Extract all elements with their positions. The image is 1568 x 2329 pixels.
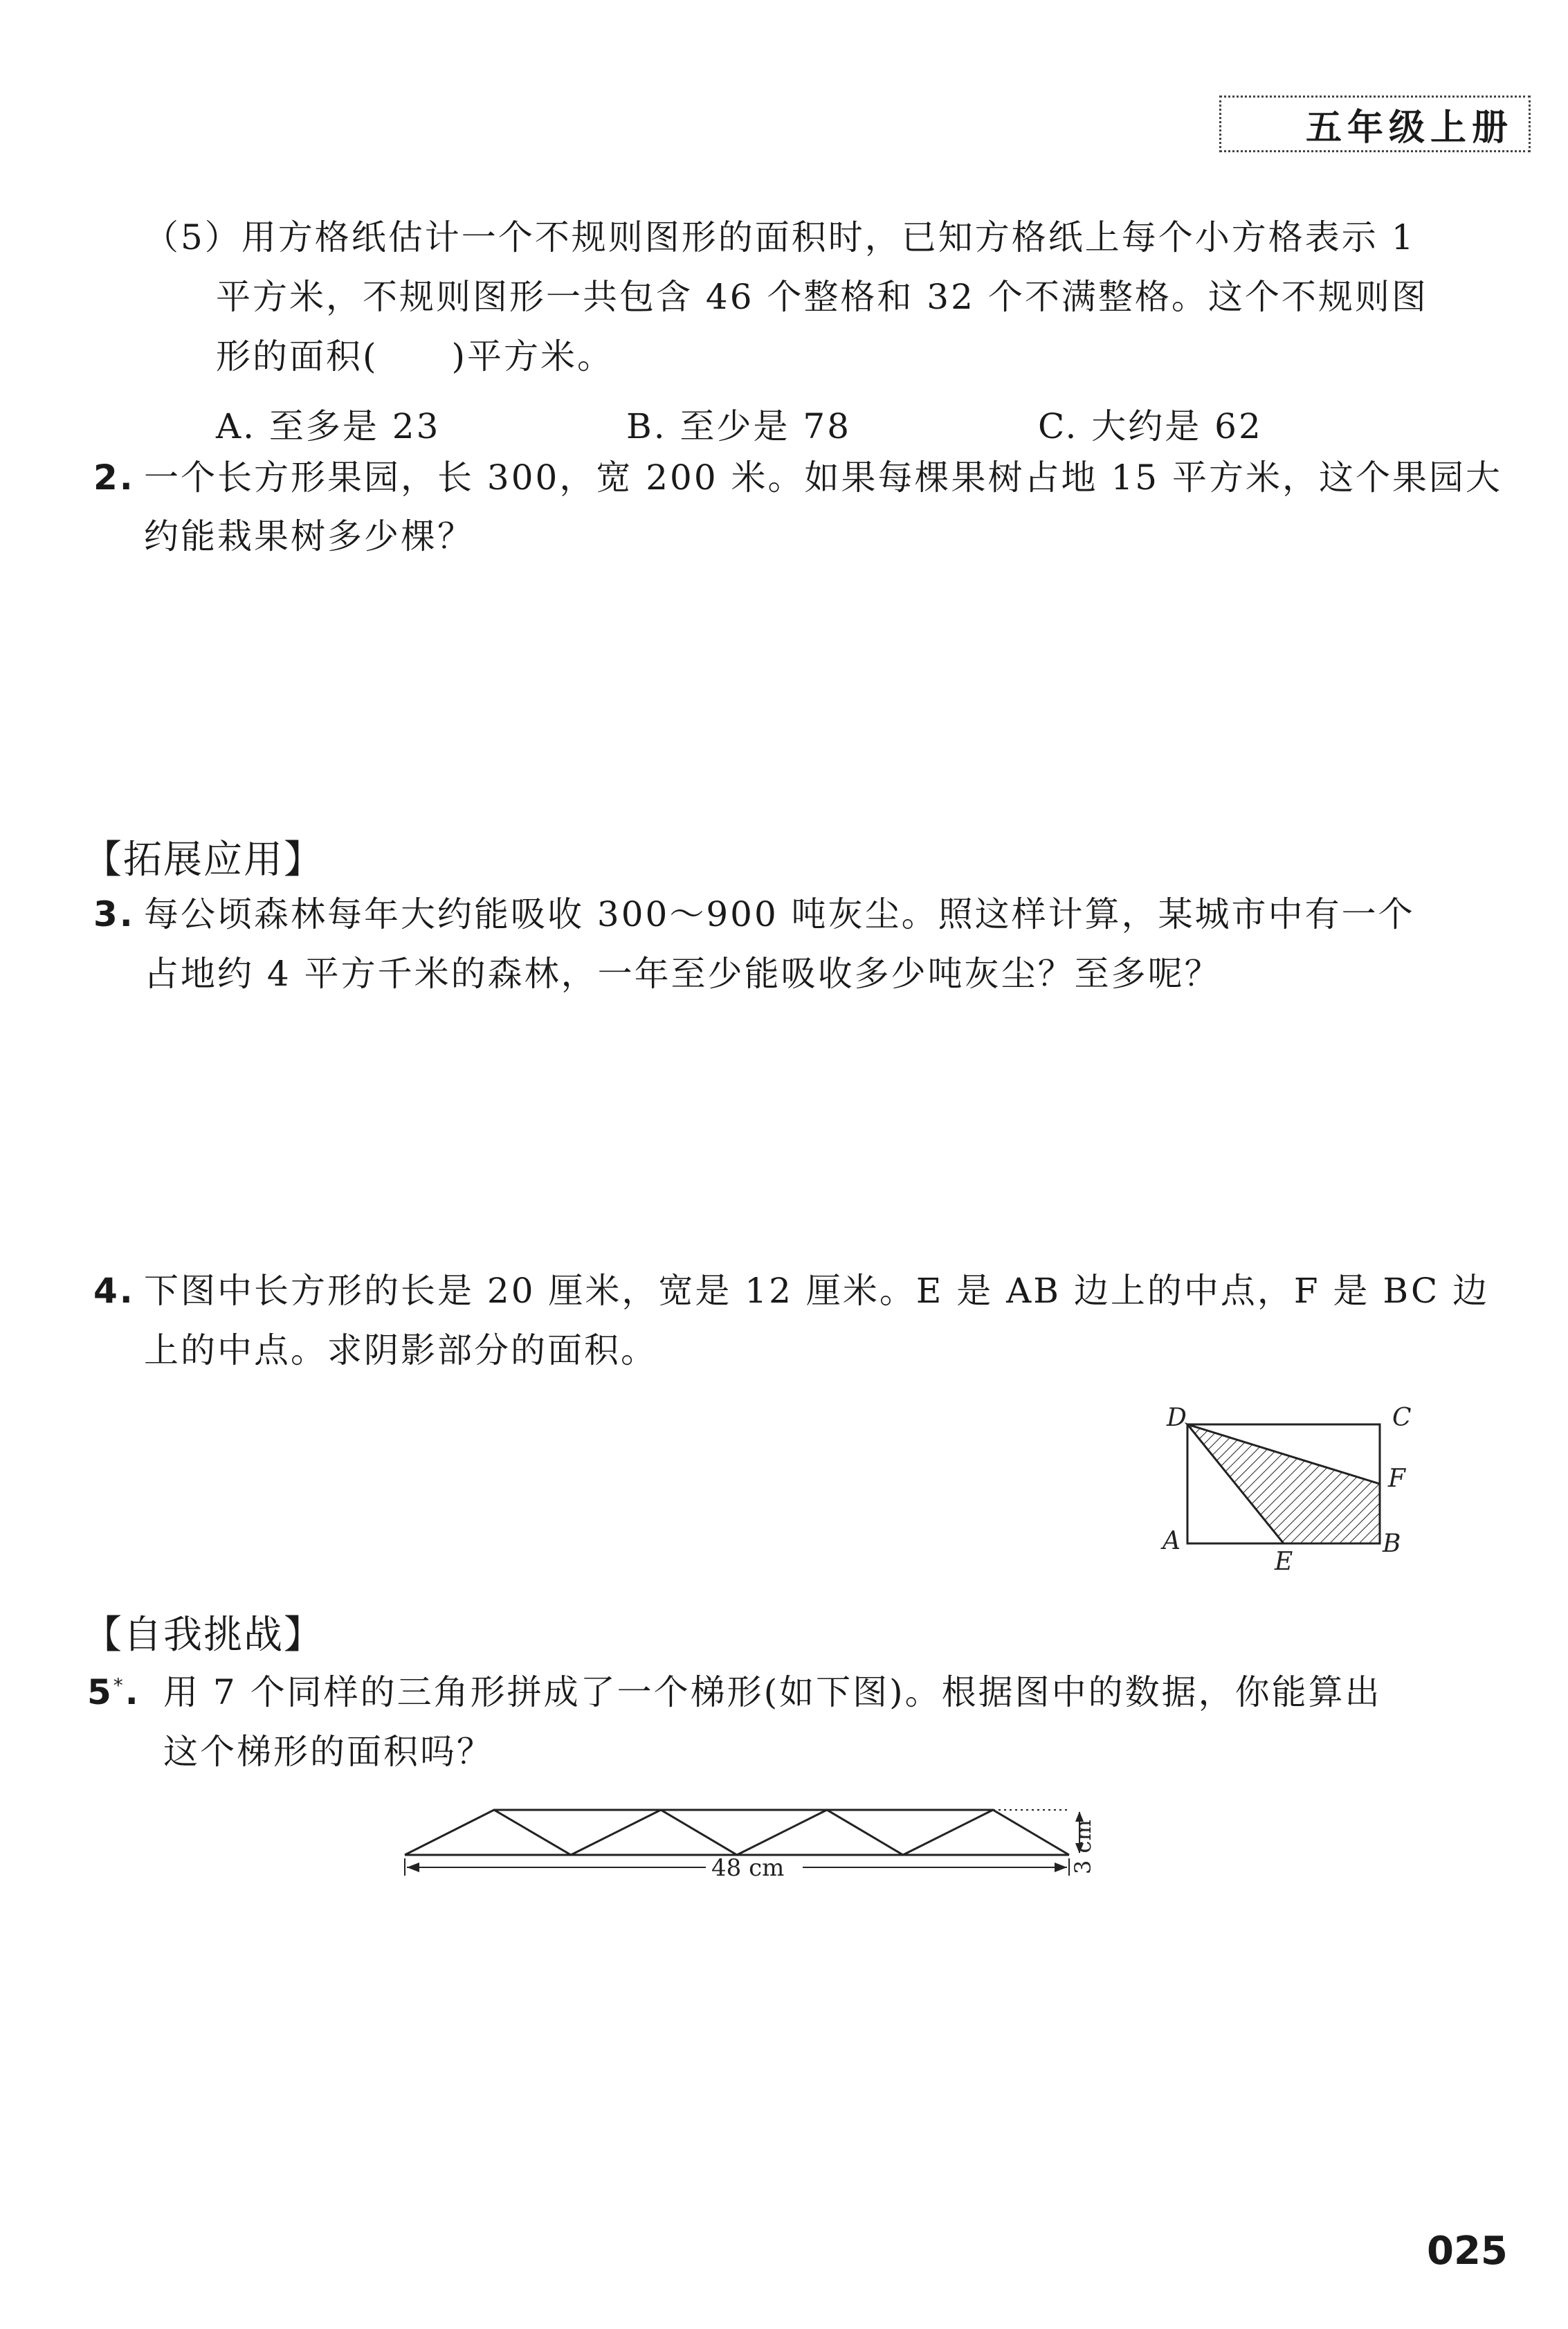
width-label: 48 cm	[711, 1854, 785, 1882]
q2-line1: 一个长方形果园，长 300，宽 200 米。如果每棵果树占地 15 平方米，这个果园大	[144, 457, 1502, 498]
q3-line2: 占地约 4 平方千米的森林，一年至少能吸收多少吨灰尘？至多呢？	[144, 954, 1221, 994]
q5-line1: 用 7 个同样的三角形拼成了一个梯形(如下图)。根据图中的数据，你能算出	[163, 1672, 1382, 1712]
section-heading-challenge: 【自我挑战】	[83, 1613, 324, 1658]
page-number: 025	[1427, 2229, 1508, 2274]
q5-trapezoid-figure	[388, 1793, 1121, 1890]
q1-5-option-c: C. 大约是 62	[1038, 406, 1263, 446]
height-label: 3 cm	[1070, 1820, 1096, 1874]
q5-number	[87, 1672, 140, 1712]
grade-tag: 五年级上册	[1219, 96, 1531, 152]
q1-5-line1: （5）用方格纸估计一个不规则图形的面积时，已知方格纸上每个小方格表示 1	[144, 217, 1416, 257]
q1-5-option-b: B. 至少是 78	[626, 406, 852, 446]
q5-star: *	[113, 1674, 125, 1697]
q5-number-dot: .	[125, 1672, 140, 1712]
label-e: E	[1275, 1548, 1293, 1571]
q4-line1: 下图中长方形的长是 20 厘米，宽是 12 厘米。E 是 AB 边上的中点，F 是 BC 边	[144, 1271, 1490, 1311]
label-c: C	[1392, 1404, 1412, 1432]
width-arrow-left	[407, 1863, 419, 1872]
q4-number: 4.	[93, 1271, 135, 1311]
q1-5-line2: 平方米，不规则图形一共包含 46 个整格和 32 个不满整格。这个不规则图	[216, 277, 1428, 317]
label-f: F	[1388, 1465, 1405, 1493]
width-arrow-right	[1055, 1863, 1067, 1872]
label-d: D	[1167, 1404, 1187, 1432]
q5-line2: 这个梯形的面积吗？	[163, 1732, 493, 1772]
q2-number: 2.	[93, 457, 135, 498]
section-heading-extend: 【拓展应用】	[83, 837, 324, 882]
q1-5-option-a: A. 至多是 23	[216, 406, 441, 446]
q1-5-line3: 形的面积( )平方米。	[216, 336, 614, 377]
q4-rectangle-figure	[1149, 1391, 1439, 1571]
trapezoid-triangles	[405, 1810, 1069, 1855]
q3-number: 3.	[93, 894, 135, 934]
q2-line2: 约能栽果树多少棵？	[144, 516, 474, 556]
q5-number-digit: 5	[87, 1672, 113, 1712]
label-a: A	[1163, 1527, 1180, 1555]
q3-line1: 每公顷森林每年大约能吸收 300～900 吨灰尘。照这样计算，某城市中有一个	[144, 894, 1415, 934]
q4-line2: 上的中点。求阴影部分的面积。	[144, 1330, 657, 1370]
shaded-region	[1187, 1424, 1380, 1543]
label-b: B	[1383, 1530, 1401, 1558]
